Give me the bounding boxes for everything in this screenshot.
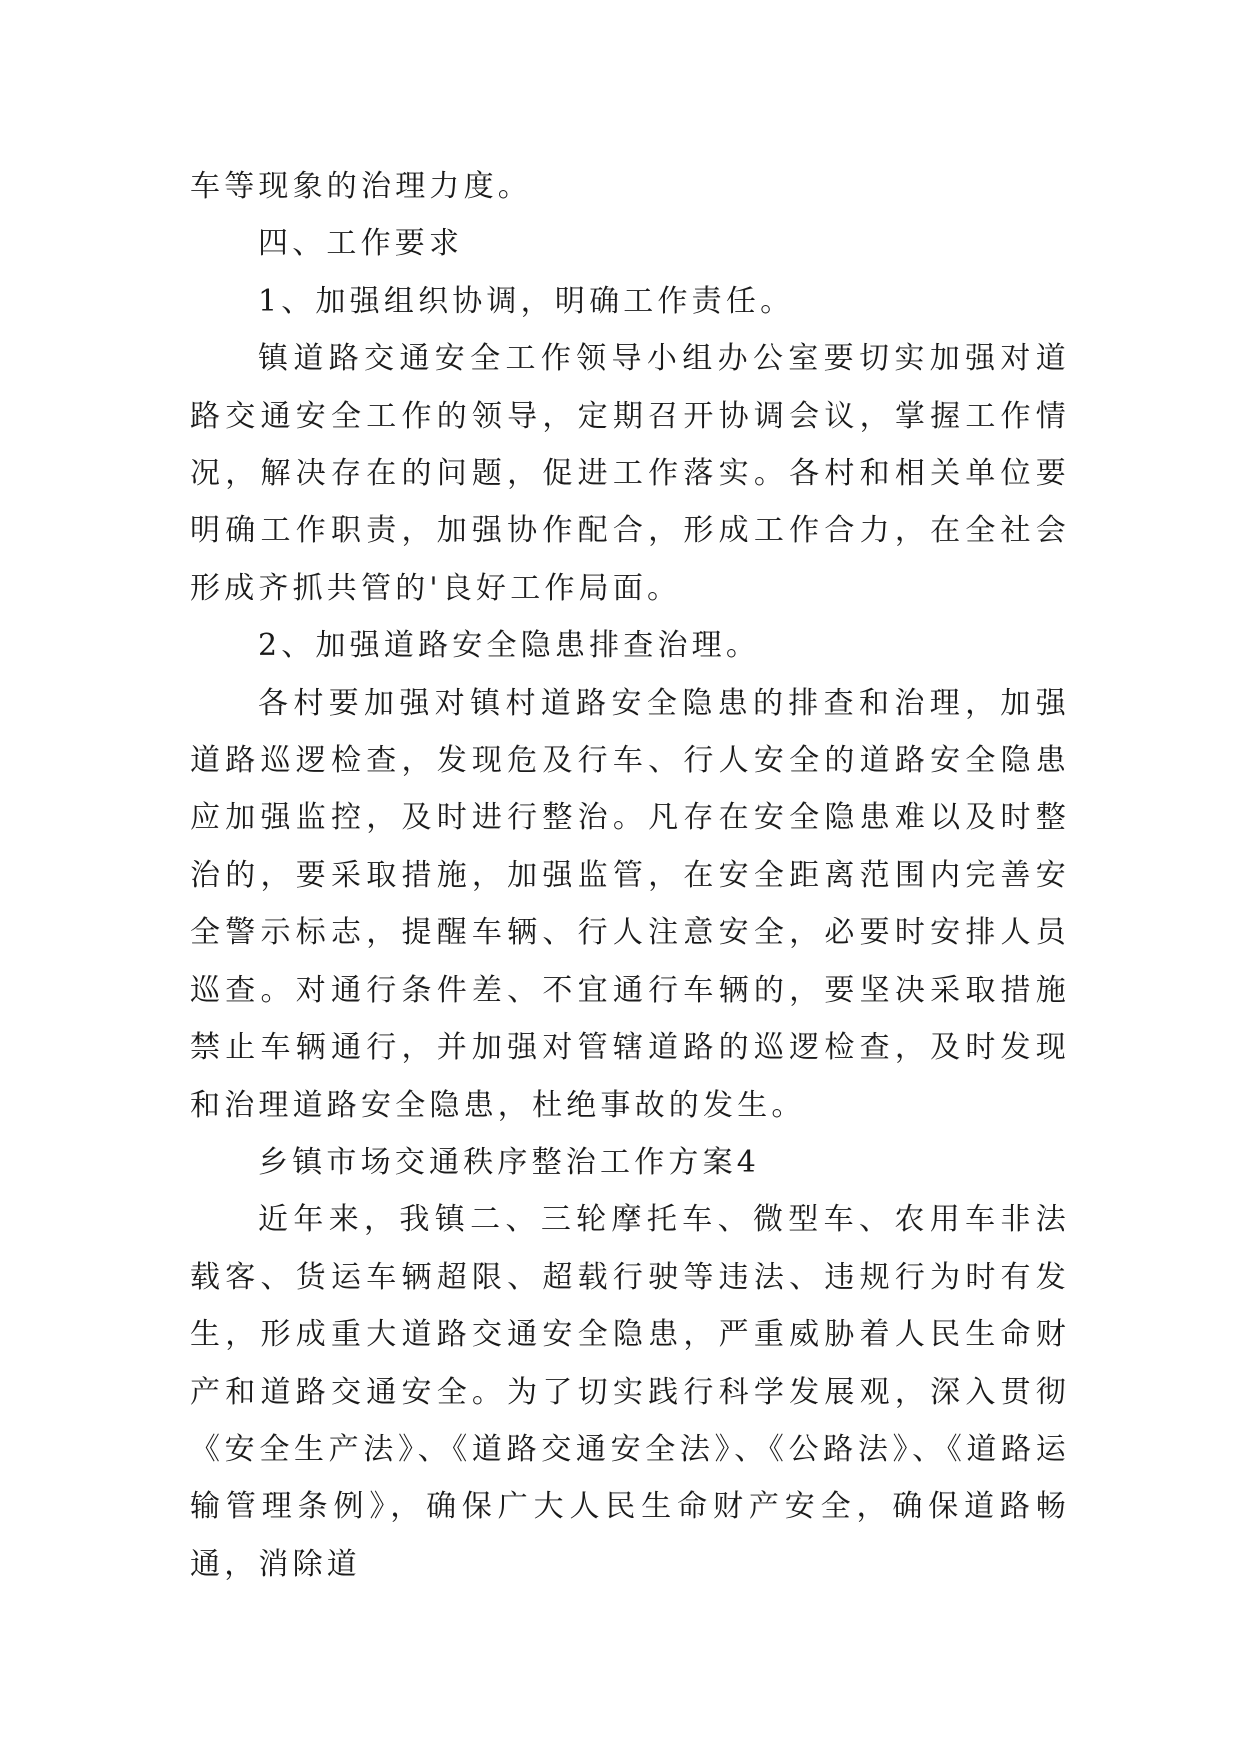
subheading-organization: 1、加强组织协调，明确工作责任。 (258, 283, 795, 319)
section-heading-work-requirements: 四、工作要求 (258, 226, 464, 262)
document-body (190, 158, 1070, 1593)
paragraph-hazard-inspection: 各村要加强对镇村道路安全隐患的排查和治理，加强道路巡逻检查，发现危及行车、行人安全的道路安全隐患应加强监控，及时进行整治。凡存在安全隐患难以及时整治的，要采取措施，加强监管，在安全距离范围内完善安全警示标志，提醒车辆、行人注意安全，必要时安排人员巡查。对通行条件差、不宜通行车辆的，要坚决采取措施禁止车辆通行，并加强对管辖道路的巡逻检查，及时发现和治理道路安全隐患，杜绝事故的发生。 (190, 685, 1070, 1123)
paragraph-introduction: 近年来，我镇二、三轮摩托车、微型车、农用车非法载客、货运车辆超限、超载行驶等违法、违规行为时有发生，形成重大道路交通安全隐患，严重威胁着人民生命财产和道路交通安全。为了切实践行科学发展观，深入贯彻《安全生产法》、《道路交通安全法》、《公路法》、《道路运输管理条例》，确保广大人民生命财产安全，确保道路畅通，消除道 (190, 1202, 1070, 1582)
plan-title: 乡镇市场交通秩序整治工作方案4 (258, 1144, 761, 1180)
paragraph-organization: 镇道路交通安全工作领导小组办公室要切实加强对道路交通安全工作的领导，定期召开协调会议，掌握工作情况，解决存在的问题，促进工作落实。各村和相关单位要明确工作职责，加强协作配合，形成工作合力，在全社会形成齐抓共管的'良好工作局面。 (190, 341, 1070, 606)
paragraph-continuation: 车等现象的治理力度。 (190, 169, 532, 204)
subheading-hazard-inspection: 2、加强道路安全隐患排查治理。 (258, 628, 761, 664)
